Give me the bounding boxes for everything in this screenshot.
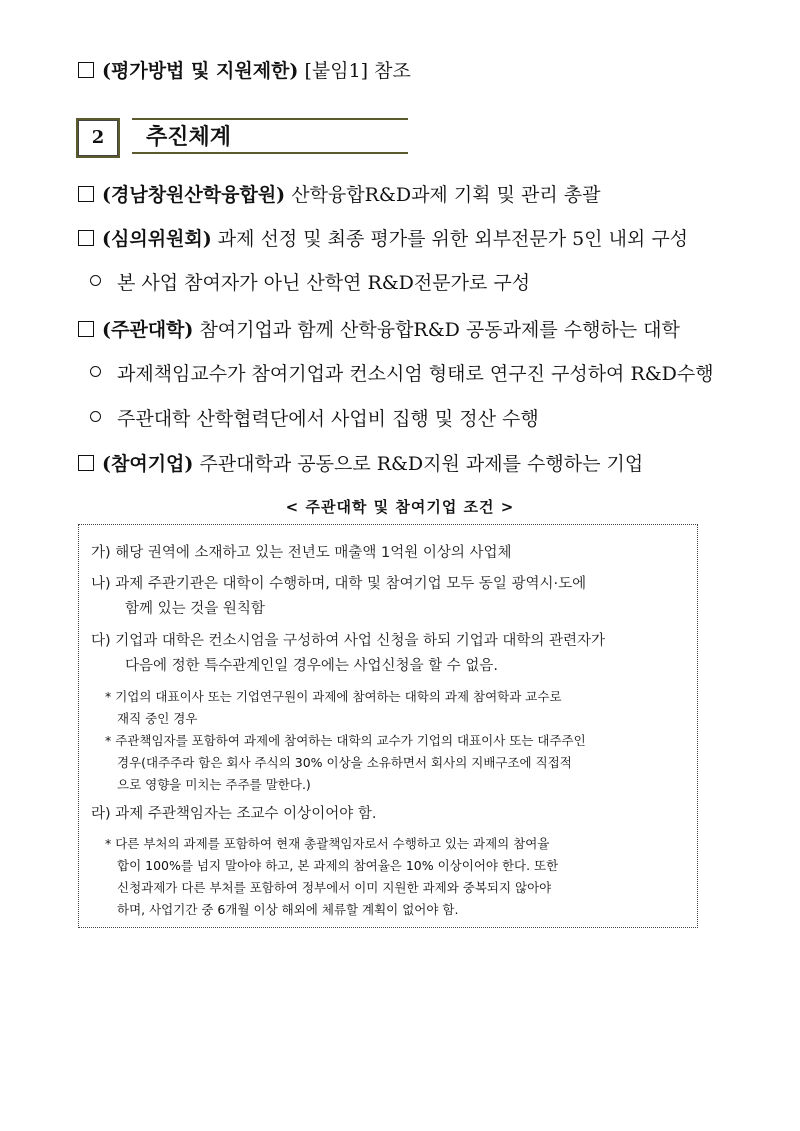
item-review-committee: [78, 224, 688, 251]
item-managing-org: [78, 180, 600, 207]
checkbox-square-icon: [78, 321, 94, 337]
condition-line: 라) 과제 주관책임자는 조교수 이상이어야 함.: [91, 806, 377, 822]
item-text: 주관대학과 공동으로 R&D지원 과제를 수행하는 기업: [193, 453, 644, 475]
condition-note: 신청과제가 다른 부처를 포함하여 정부에서 이미 지원한 과제와 중복되지 않아야: [117, 880, 552, 895]
sub-item: [90, 268, 530, 295]
item-lead-university: [78, 315, 680, 342]
checkbox-square-icon: [78, 455, 94, 471]
checkbox-square-icon: [78, 186, 94, 202]
condition-note: 합이 100%를 넘지 말아야 하고, 본 과제의 참여율은 10% 이상이어야 한다. 또한: [117, 858, 559, 873]
condition-note: 하며, 사업기간 중 6개월 이상 해외에 체류할 계획이 없어야 함.: [117, 902, 459, 917]
section-number: 2: [78, 120, 118, 156]
evaluation-paragraph: [78, 56, 411, 83]
item-label: (주관대학): [102, 319, 194, 341]
condition-line: 가) 해당 권역에 소재하고 있는 전년도 매출액 1억원 이상의 사업체: [91, 545, 512, 561]
conditions-title: < 주관대학 및 참여기업 조건 >: [285, 498, 515, 516]
sub-item: [90, 359, 714, 386]
condition-note: 경우(대주주라 함은 회사 주식의 30% 이상을 소유하면서 회사의 지배구조에 직접적: [117, 755, 572, 770]
sub-item: [90, 404, 539, 431]
item-text: 과제 선정 및 최종 평가를 위한 외부전문가 5인 내외 구성: [211, 228, 689, 250]
circle-bullet-icon: [90, 275, 101, 286]
condition-line: 다음에 정한 특수관계인일 경우에는 사업신청을 할 수 없음.: [125, 658, 499, 674]
item-participating-company: [78, 449, 643, 476]
item-label: (경남창원산학융합원): [102, 184, 286, 206]
item-label: (심의위원회): [102, 228, 212, 250]
condition-note: * 기업의 대표이사 또는 기업연구원이 과제에 참여하는 대학의 과제 참여학과 교수로: [105, 689, 562, 704]
condition-line: 다) 기업과 대학은 컨소시엄을 구성하여 사업 신청을 하되 기업과 대학의 관련자가: [91, 633, 605, 649]
condition-note: 으로 영향을 미치는 주주를 말한다.): [117, 777, 311, 792]
conditions-box: [78, 524, 698, 928]
condition-note: 재직 중인 경우: [117, 711, 198, 726]
checkbox-square-icon: [78, 62, 94, 78]
condition-line: 함께 있는 것을 원칙함: [125, 601, 265, 617]
section-title: 추진체계: [132, 118, 408, 154]
item-label: (참여기업): [102, 453, 194, 475]
paragraph-label: (평가방법 및 지원제한): [102, 60, 299, 82]
circle-bullet-icon: [90, 411, 101, 422]
item-text: 참여기업과 함께 산학융합R&D 공동과제를 수행하는 대학: [193, 319, 680, 341]
paragraph-text: [붙임1] 참조: [298, 60, 411, 82]
circle-bullet-icon: [90, 366, 101, 377]
sub-item-text: 본 사업 참여자가 아닌 산학연 R&D전문가로 구성: [117, 272, 531, 294]
sub-item-text: 주관대학 산학협력단에서 사업비 집행 및 정산 수행: [117, 408, 539, 430]
sub-item-text: 과제책임교수가 참여기업과 컨소시엄 형태로 연구진 구성하여 R&D수행: [117, 363, 714, 385]
item-text: 산학융합R&D과제 기획 및 관리 총괄: [285, 184, 601, 206]
condition-line: 나) 과제 주관기관은 대학이 수행하며, 대학 및 참여기업 모두 동일 광역시·도에: [91, 576, 587, 592]
condition-note: * 주관책임자를 포함하여 과제에 참여하는 대학의 교수가 기업의 대표이사 또는 대주주인: [105, 733, 586, 748]
condition-note: * 다른 부처의 과제를 포함하여 현재 총괄책임자로서 수행하고 있는 과제의 참여율: [105, 836, 550, 851]
checkbox-square-icon: [78, 230, 94, 246]
